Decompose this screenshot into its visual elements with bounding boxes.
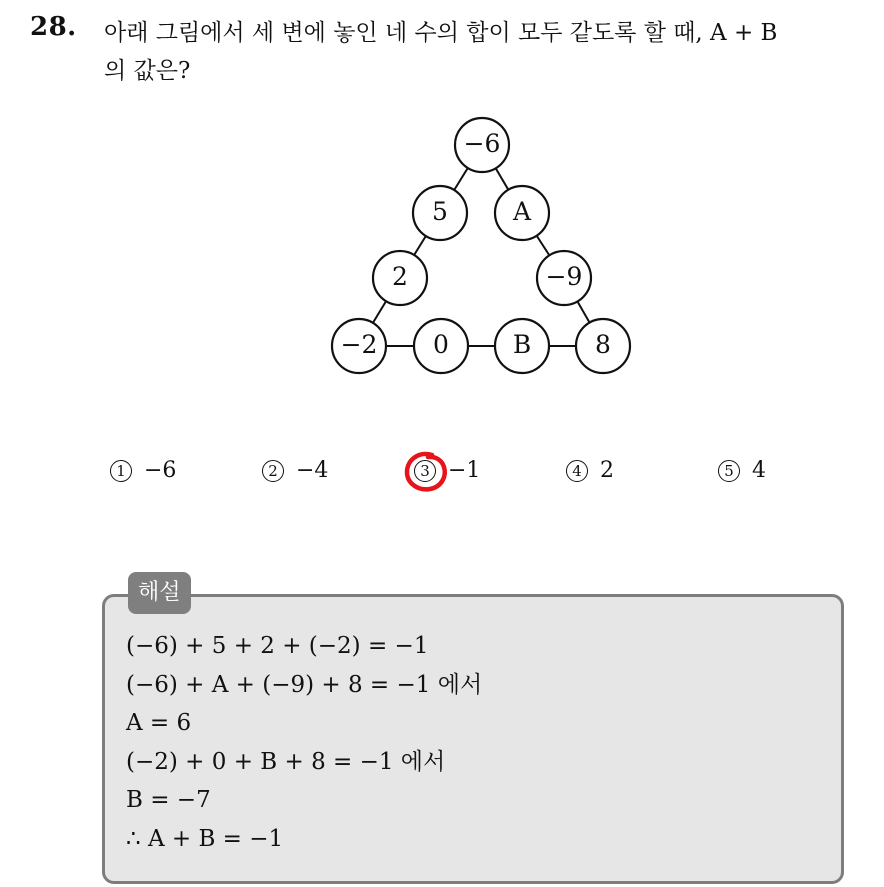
choice-1[interactable] (110, 458, 176, 483)
choice-2[interactable] (262, 458, 328, 483)
node-bottom-right: 8 (595, 330, 611, 359)
choice-marker-4: 4 (566, 460, 588, 482)
node-right-2: −9 (545, 262, 583, 291)
choice-value-1: −6 (144, 458, 177, 483)
triangle-figure (326, 116, 636, 382)
solution-label: 해설 (128, 572, 191, 614)
solution-line-6: ∴ A + B = −1 (126, 825, 284, 852)
question-line-1: 아래 그림에서 세 변에 놓인 네 수의 합이 모두 같도록 할 때, A + B (104, 20, 778, 46)
node-bottom-1: 0 (433, 330, 449, 359)
solution-lines (126, 628, 482, 859)
answer-circle-mark-icon (402, 449, 450, 495)
node-left-1: 5 (432, 197, 448, 226)
node-bottom-left: −2 (340, 330, 378, 359)
node-left-2: 2 (392, 262, 408, 291)
solution-line-5: B = −7 (126, 787, 211, 813)
choice-value-3: −1 (448, 458, 481, 483)
question-line-2: 의 값은? (104, 58, 191, 84)
choice-marker-5: 5 (718, 460, 740, 482)
choice-4[interactable] (566, 458, 614, 483)
choice-value-2: −4 (296, 458, 329, 483)
question-number: 28. (30, 12, 77, 42)
choice-marker-2: 2 (262, 460, 284, 482)
solution-line-1: (−6) + 5 + 2 + (−2) = −1 (126, 633, 429, 659)
choice-marker-3: 3 (414, 460, 436, 482)
node-bottom-2: B (512, 330, 532, 359)
question-text (104, 14, 874, 90)
choice-value-4: 2 (600, 458, 614, 483)
choice-value-5: 4 (752, 458, 766, 483)
solution-line-2: (−6) + A + (−9) + 8 = −1 에서 (126, 671, 483, 698)
solution-line-4: (−2) + 0 + B + 8 = −1 에서 (126, 748, 446, 775)
solution-line-3: A = 6 (126, 710, 192, 736)
node-top: −6 (463, 129, 501, 158)
choice-5[interactable] (718, 458, 766, 483)
choice-marker-1: 1 (110, 460, 132, 482)
node-right-1: A (512, 197, 532, 226)
